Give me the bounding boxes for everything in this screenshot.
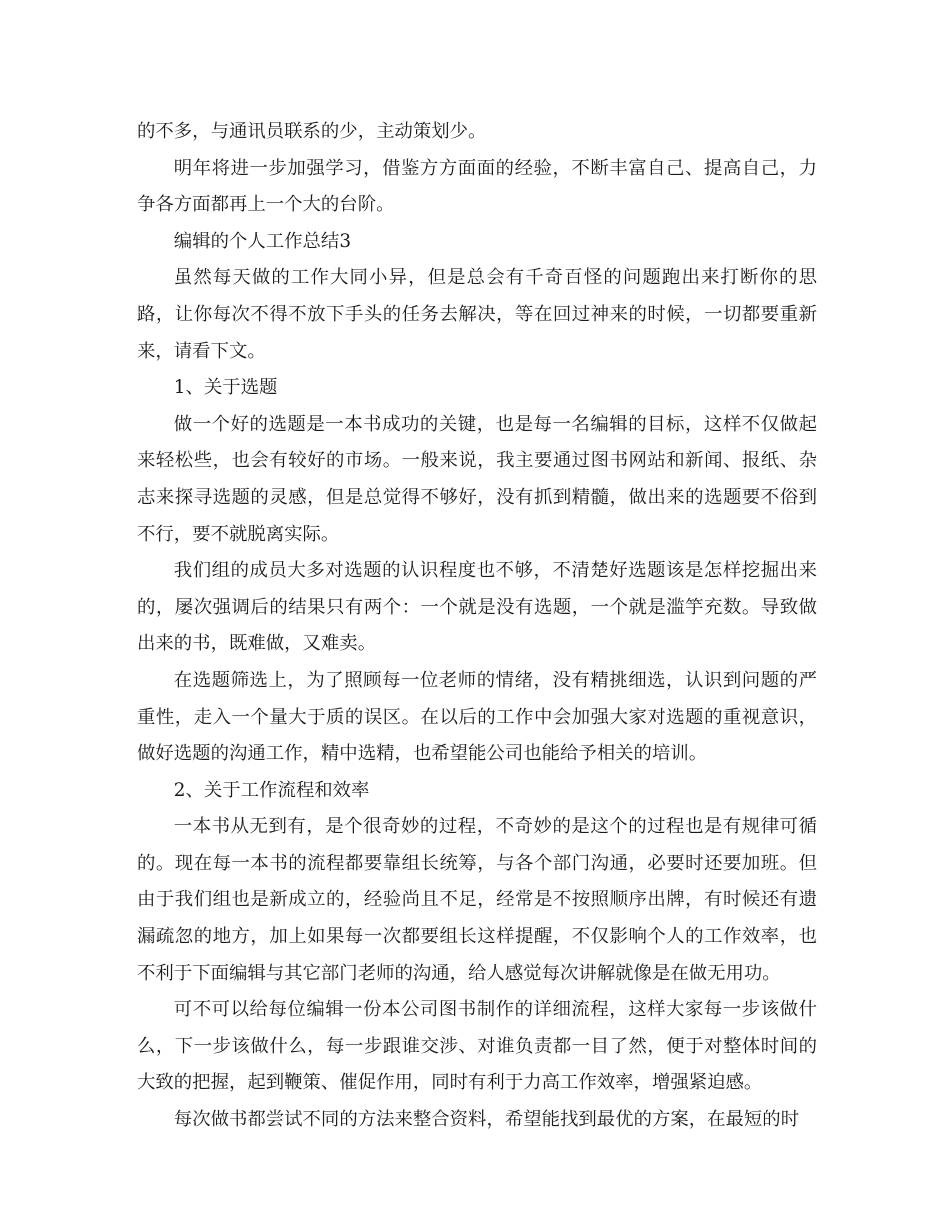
paragraph-methods: 每次做书都尝试不同的方法来整合资料，希望能找到最优的方案，在最短的时 [173, 1109, 800, 1131]
paragraph-intro: 虽然每天做的工作大同小异，但是总会有千奇百怪的问题跑出来打断你的思路，让你每次不得不放下手头的任务去解决，等在回过神来的时候，一切都要重新来，请看下文。 [137, 267, 817, 362]
paragraph-next-year-plan: 明年将进一步加强学习，借鉴方方面面的经验，不断丰富自己、提高自己，力争各方面都再上一个大的台阶。 [137, 157, 817, 216]
paragraph-workflow-suggestion: 可不可以给每位编辑一份本公司图书制作的详细流程，这样大家每一步该做什么，下一步该做什么，每一步跟谁交涉、对谁负责都一目了然，便于对整体时间的大致的把握，起到鞭策、催促作用，同时有利于力高工作效率，增强紧迫感。 [137, 999, 817, 1094]
paragraph-continuation: 的不多，与通讯员联系的少，主动策划少。 [137, 121, 487, 142]
section-title-summary-3: 编辑的个人工作总结3 [173, 230, 352, 252]
paragraph-book-process: 一本书从无到有，是个很奇妙的过程，不奇妙的是这个的过程也是有规律可循的。现在每一本书的流程都要靠组长统筹，与各个部门沟通，必要时还要加班。但由于我们组也是新成立的，经验尚且不足，经常是不按照顺序出牌，有时候还有遗漏疏忽的地方，加上如果每一次都要组长这样提醒，不仅影响个人的工作效率，也不利于下面编辑与其它部门老师的沟通，给人感觉每次讲解就像是在做无用功。 [137, 816, 817, 984]
heading-workflow-efficiency: 2、关于工作流程和效率 [173, 779, 370, 801]
paragraph-topic-key: 做一个好的选题是一本书成功的关键，也是每一名编辑的目标，这样不仅做起来轻松些，也会有较好的市场。一般来说，我主要通过图书网站和新闻、报纸、杂志来探寻选题的灵感，但是总觉得不够好，没有抓到精髓，做出来的选题要不俗到不行，要不就脱离实际。 [137, 413, 817, 545]
heading-topic-selection: 1、关于选题 [173, 377, 278, 399]
paragraph-topic-screening: 在选题筛选上，为了照顾每一位老师的情绪，没有精挑细选，认识到问题的严重性，走入一个量大于质的误区。在以后的工作中会加强大家对选题的重视意识，做好选题的沟通工作，精中选精，也希望能公司也能给予相关的培训。 [137, 669, 817, 765]
paragraph-team-awareness: 我们组的成员大多对选题的认识程度也不够，不清楚好选题该是怎样挖掘出来的，屡次强调后的结果只有两个：一个就是没有选题，一个就是滥竽充数。导致做出来的书，既难做，又难卖。 [137, 560, 817, 655]
document-body [137, 114, 817, 1139]
